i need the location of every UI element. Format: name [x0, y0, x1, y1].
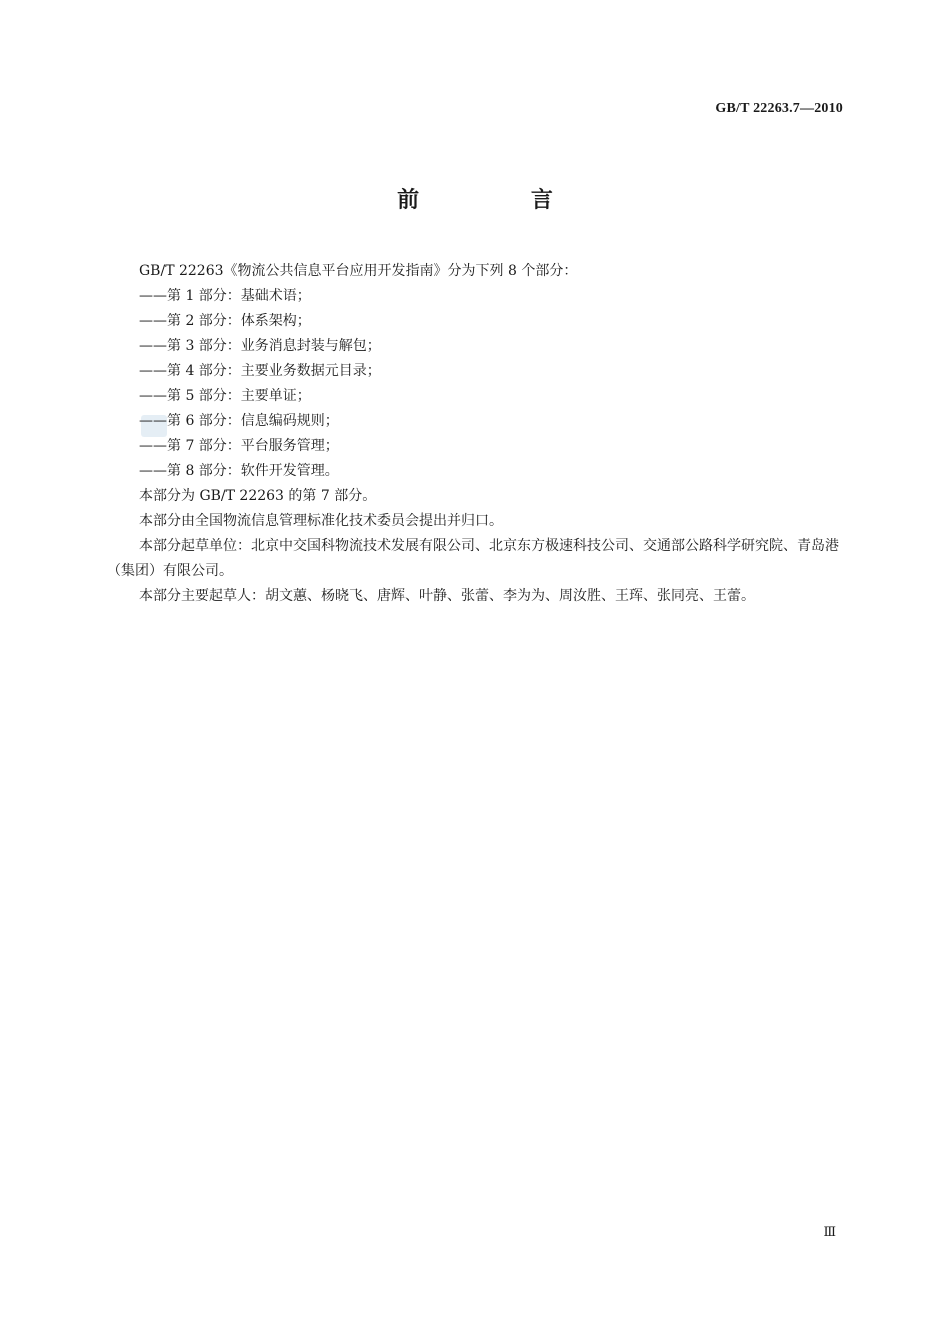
list-item: ——第 6 部分：信息编码规则； [139, 413, 339, 429]
list-item: ——第 2 部分：体系架构； [139, 313, 311, 329]
page-title: 前 言 [397, 188, 605, 213]
committee-statement: 本部分由全国物流信息管理标准化技术委员会提出并归口。 [139, 513, 503, 529]
list-item: ——第 3 部分：业务消息封装与解包； [139, 338, 381, 354]
part-statement: 本部分为 GB/T 22263 的第 7 部分。 [139, 488, 377, 504]
list-item: ——第 4 部分：主要业务数据元目录； [139, 363, 381, 379]
foreword-body [107, 259, 843, 609]
list-item: ——第 7 部分：平台服务管理； [139, 438, 339, 454]
drafters: 本部分主要起草人：胡文蕙、杨晓飞、唐辉、叶静、张蕾、李为为、周汝胜、王珲、张同亮、王蕾。 [139, 588, 755, 604]
list-item: ——第 5 部分：主要单证； [139, 388, 311, 404]
page-number: Ⅲ [823, 1224, 836, 1239]
drafting-units: 本部分起草单位：北京中交国科物流技术发展有限公司、北京东方极速科技公司、交通部公路科学研究院、青岛港（集团）有限公司。 [107, 538, 839, 579]
standard-code: GB/T 22263.7—2010 [715, 101, 843, 116]
intro-paragraph: GB/T 22263《物流公共信息平台应用开发指南》分为下列 8 个部分： [139, 263, 578, 279]
list-item: ——第 8 部分：软件开发管理。 [139, 463, 339, 479]
list-item: ——第 1 部分：基础术语； [139, 288, 311, 304]
